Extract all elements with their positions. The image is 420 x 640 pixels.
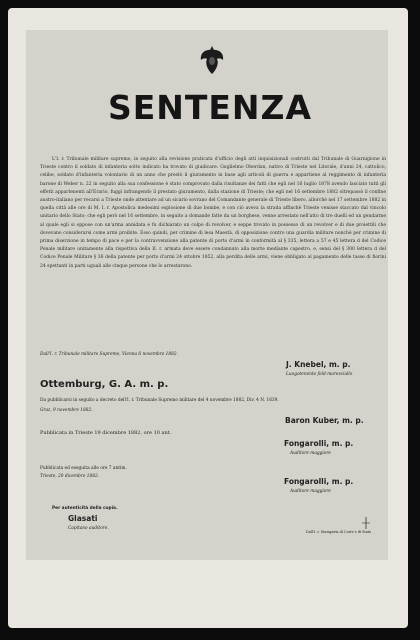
graz-date-line: Graz, 9 novembre 1882. — [40, 408, 93, 413]
fongarolli-signature-2: Fongarolli, m. p. — [284, 477, 354, 486]
publish-order-line: Da pubblicarsi in seguito a decreto dell'I. r. Tribunale Supremo militare del 4 novembre 1882, Div. 4 N. 1639. — [40, 398, 279, 403]
fongarolli-role-1: Auditore maggiore — [290, 451, 331, 456]
fongarolli-signature-1: Fongarolli, m. p. — [284, 439, 354, 448]
glasati-signature: Glasati — [68, 514, 98, 523]
printer-line: Dall'I. r. Stamperia di Corte e di Stato — [306, 530, 372, 534]
published-trieste-line: Pubblicata in Trieste 19 dicembre 1882, ore 10 ant. — [40, 430, 172, 436]
glasati-role: Capitano auditore. — [68, 526, 109, 531]
knebel-signature: J. Knebel, m. p. — [286, 360, 351, 369]
double-headed-eagle-icon — [198, 44, 226, 76]
authenticity-label: Per autenticità della copia. — [52, 506, 118, 511]
document-title: SENTENZA — [107, 88, 313, 127]
kuber-signature: Baron Kuber, m. p. — [285, 416, 364, 425]
fongarolli-role-2: Auditore maggiore — [290, 489, 331, 494]
executed-date-line: Trieste, 20 dicembre 1882. — [40, 474, 100, 479]
vienna-date-line: Dall'I. r. Tribunale militare Supremo, Vienna 6 novembre 1882. — [40, 352, 178, 357]
verdict-body-text: L'I. r. Tribunale militare supremo, in seguito alla revisione praticata d'ufficio degli atti inquisizionali costrutti dal Tribunale di Guarnigione in Trieste contro il soldato di infanteria sotto indicato ha trovato di giudicare: Guglielmo Oberdan, nativo di Trieste nel Litorale, d'anni 24, cattolico, celibe, soldato d'infanteria volontario di un anno che prestò il giuramento in base agli articoli di guerra e appartiene al reggimento di infanteria barone di Weber n. 22 in seguito alla sua confessione è stato comprovato dalla risultanze dei fatti che egli nel 16 luglio 1878 avendo lasciato tutti gli effetti appartenenti all'Erario, fuggì infrangendo il prestato giuramento, dalla stazione di Trieste; che egli nel 16 settembre 1882 oltrepassò il confine austro-italiano per recarsi a Trieste onde attentare ad un sicario sovrano del Comandante generale di Trieste libero, allorchè nel 17 settembre 1882 in quella città alle ore di M. I. r. Apostolica medesimi esplosione di due bombe, e con ciò aveva la strada affinchè Trieste venisse staccato dal vincolo unitario dello Stato; che egli però nel 16 settembre, in seguito a domande fatte da un borghese, venne arrestato nell'atto di tre duelli ed un gendarme al quale egli si oppose con un'arma annidata e fu dichiarato un colpo di revolver, e seppe trovato in possesso di un revolver e di due proiettili che dovevano considerarsi come armi proibite. Esso quindi, per crimine di lesa Maestà, di opposizione contro una guardia militare nonchè per crimine di prima diserzione in tempo di pace e per la contravvenzione alla patente di porto d'armi in conformità al § 335, lettera a 57 e 45 lettera d del Codice Penale militare unitamente alla rispettiva della II. r. armata deve essere condannato alla morte mediante capestro, e, sensi del § 300 lettera d del Codice Penale Militare § 36 della patente per porto d'armi 24 ottobre 1852, alla perdita delle armi, viene obbligato al pagamento delle tasse di fiorini 24 spettanti in parti uguali alle cinque persone che lo arrestarono. — [40, 157, 386, 269]
knebel-role: Luogotenente feld-maresciallo — [286, 372, 353, 377]
ottemburg-signature: Ottemburg, G. A. m. p. — [40, 379, 169, 390]
executed-line: Pubblicata ed eseguita alle ore 7 antim. — [40, 466, 127, 471]
